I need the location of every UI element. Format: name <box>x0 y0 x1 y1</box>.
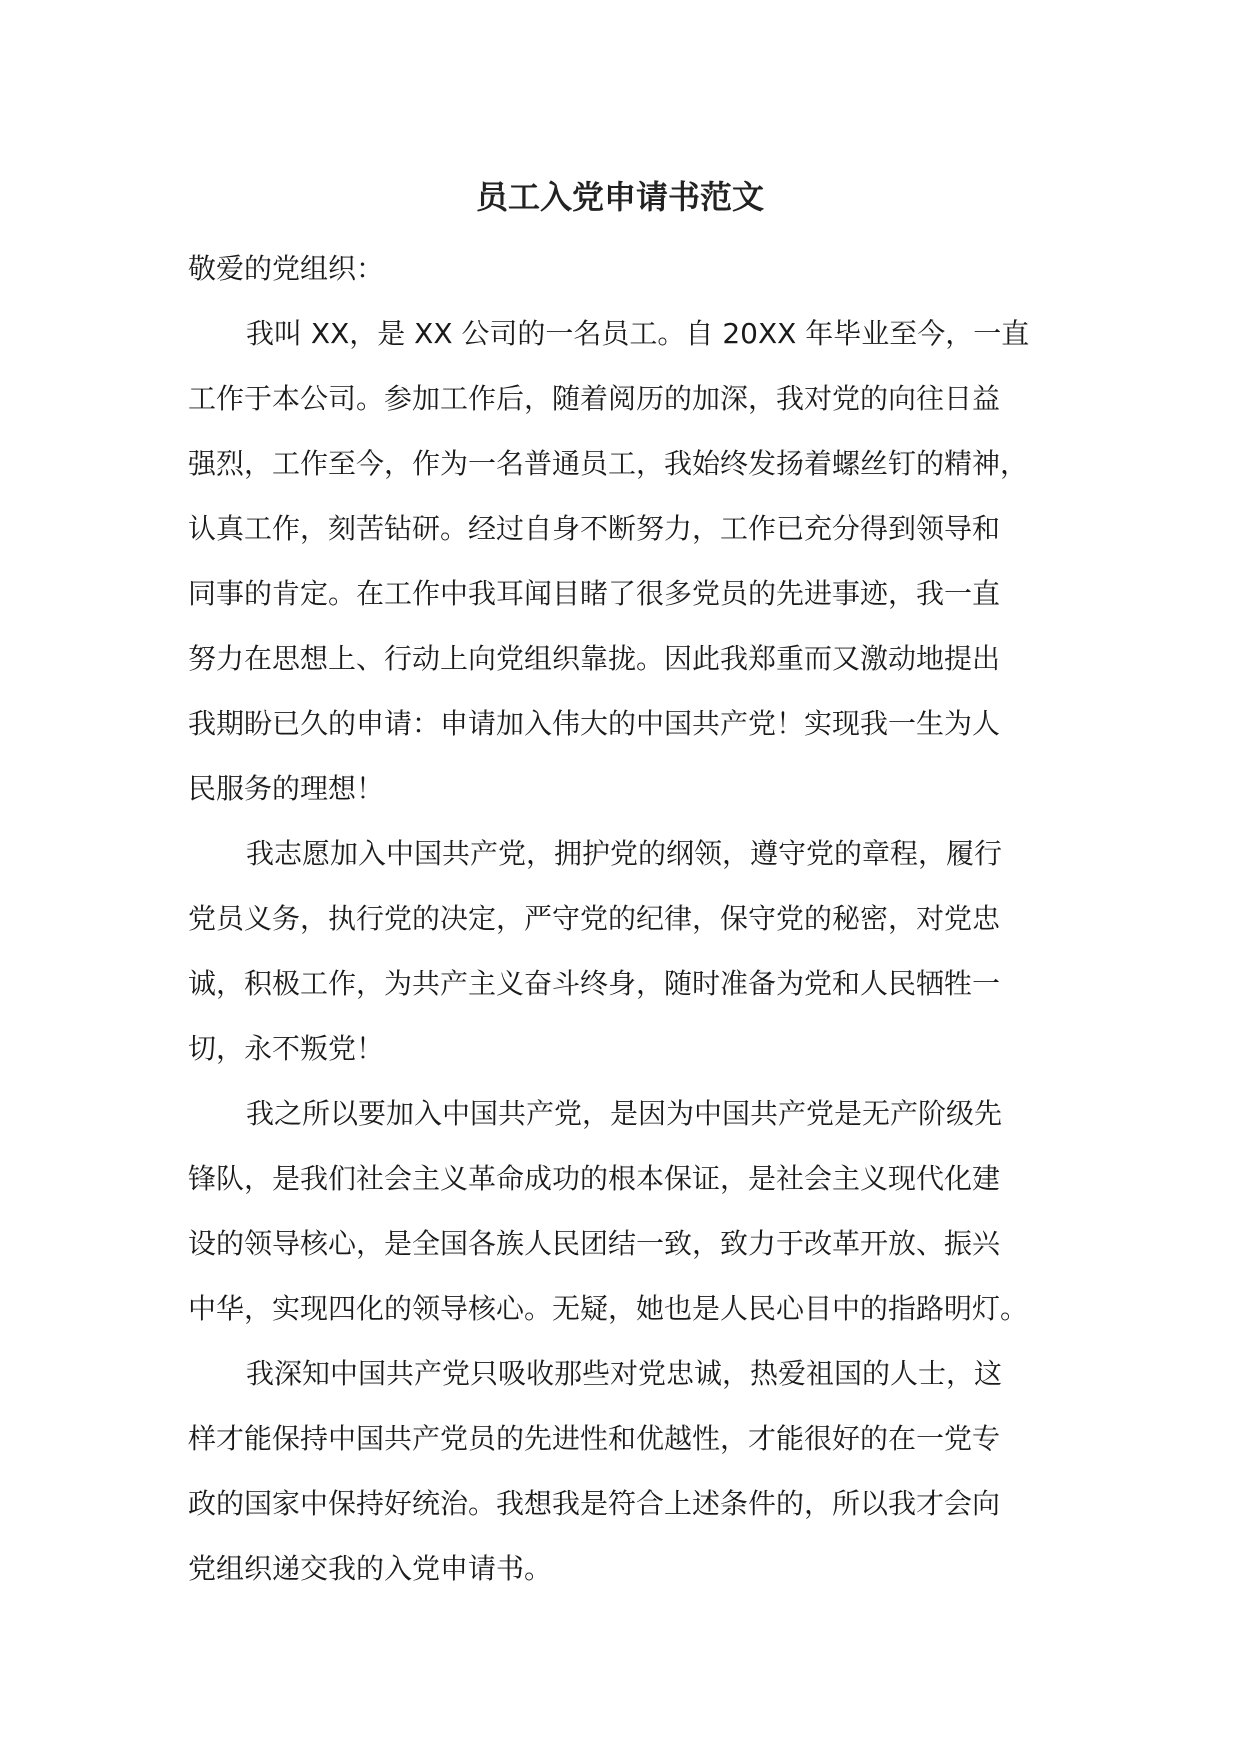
body-line: 党组织递交我的入党申请书。 <box>188 1552 553 1585</box>
body-line: 我之所以要加入中国共产党，是因为中国共产党是无产阶级先 <box>246 1097 1003 1130</box>
body-line: 同事的肯定。在工作中我耳闻目睹了很多党员的先进事迹，我一直 <box>188 577 1001 610</box>
body-line: 认真工作，刻苦钻研。经过自身不断努力，工作已充分得到领导和 <box>188 512 1001 545</box>
body-line: 工作于本公司。参加工作后，随着阅历的加深，我对党的向往日益 <box>188 382 1001 415</box>
body-line: 努力在思想上、行动上向党组织靠拢。因此我郑重而又激动地提出 <box>188 642 1001 675</box>
body-line: 设的领导核心，是全国各族人民团结一致，致力于改革开放、振兴 <box>188 1227 1001 1260</box>
body-line: 样才能保持中国共产党员的先进性和优越性，才能很好的在一党专 <box>188 1422 1001 1455</box>
body-line: 我志愿加入中国共产党，拥护党的纲领，遵守党的章程，履行 <box>246 837 1003 870</box>
body-line: 中华，实现四化的领导核心。无疑，她也是人民心目中的指路明灯。 <box>188 1292 1029 1325</box>
body-line: 我期盼已久的申请：申请加入伟大的中国共产党！实现我一生为人 <box>188 707 1001 740</box>
body-line: 政的国家中保持好统治。我想我是符合上述条件的，所以我才会向 <box>188 1487 1001 1520</box>
body-line: 党员义务，执行党的决定，严守党的纪律，保守党的秘密，对党忠 <box>188 902 1001 935</box>
document-title: 员工入党申请书范文 <box>475 178 764 216</box>
salutation: 敬爱的党组织： <box>188 252 385 285</box>
body-line: 我叫 XX，是 XX 公司的一名员工。自 20XX 年毕业至今，一直 <box>246 317 1030 350</box>
body-line: 强烈，工作至今，作为一名普通员工，我始终发扬着螺丝钉的精神， <box>188 447 1029 480</box>
body-line: 民服务的理想！ <box>188 772 385 805</box>
body-line: 锋队，是我们社会主义革命成功的根本保证，是社会主义现代化建 <box>188 1162 1001 1195</box>
body-line: 切，永不叛党！ <box>188 1032 385 1065</box>
body-line: 诚，积极工作，为共产主义奋斗终身，随时准备为党和人民牺牲一 <box>188 967 1001 1000</box>
document-body <box>188 236 1078 1601</box>
body-line: 我深知中国共产党只吸收那些对党忠诚，热爱祖国的人士，这 <box>246 1357 1003 1390</box>
